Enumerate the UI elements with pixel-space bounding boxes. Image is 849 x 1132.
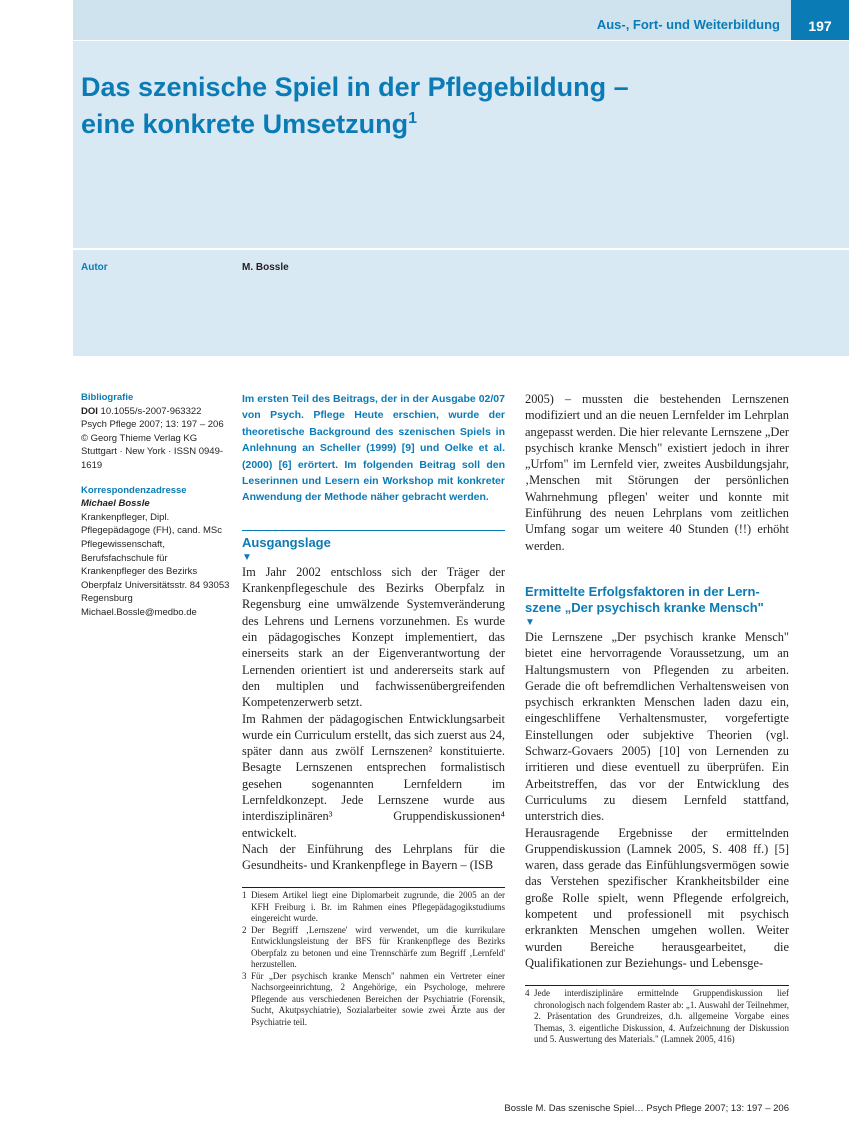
- sidebar: [81, 391, 231, 620]
- footnote-number: 1: [242, 890, 247, 901]
- paragraph: Im Rahmen der pädagogischen Entwicklungsarbeit wurde ein Curriculum erstellt, das sich zuerst aus 24, später dann aus zwölf Lernszenen² konstituierte. Besagte Lernszenen entsprechen formalistisch gesehen sogenannten Lernfeldern im Lernfeldkonzept. Jede Lernszene wurde aus interdisziplinären³ Gruppendiskussionen⁴ entwickelt.: [242, 711, 505, 840]
- column-2: [242, 391, 505, 1028]
- author-name: M. Bossle: [242, 262, 289, 273]
- title-line-2: eine konkrete Umsetzung: [81, 109, 409, 139]
- footnote-text: Jede interdisziplinäre ermittelnde Gruppendiskussion lief chronologisch nach folgendem Raster ab: „1. Auswahl der Teilnehmer, 2. Präsentation des Grundreizes, d.h. allgemeine Vorgabe eines Themas, 3. eigentliche Diskussion, 4. Aufzeichnung der Diskussion und 5. Auswertung des Materials." (Lamnek 2005, 416): [534, 988, 789, 1045]
- paragraph: Herausragende Ergebnisse der ermittelnden Gruppendiskussion (Lamnek 2005, S. 408 ff.) [5] waren, dass gerade das Einfühlungsvermögen sowie das Verstehen spezifischer Krankheitsbilder eine große Rolle spielt, wenn Pflegende erfolgreich, kompetent und professionell mit psychisch erkrankten Menschen umgehen wollen. Weiter wurden Bereiche herausgearbeitet, die Qualifikationen zur Beziehungs- und Lebensge-: [525, 825, 789, 970]
- paragraph: Die Lernszene „Der psychisch kranke Mensch" bietet eine hervorragende Voraussetzung, um an Haltungsmustern von Pflegenden zu arbeiten. Gerade die oft befremdlichen Verhaltensweisen von psychisch erkrankten Menschen laden dazu ein, eingeschliffene Verhaltensmuster, vorgefertigte Einstellungen oder subjektive Theorien (vgl. Schwarz-Govaers 2005) [10] von Lernenden zu irritieren und diese eventuell zu überprüfen. Ein Arbeitstreffen, das vor der Entwicklung des Curriculums zu diesem Lernfeld stattfand, unterstrich dies.: [525, 629, 789, 824]
- footnote-text: Für „Der psychisch kranke Mensch" nahmen ein Vertreter einer Nachsorgeeinrichtung, 2 Angehörige, ein Psychologe, mehrere Pflegende aus verschiedenen Bereichen der Psychiatrie (Forensik, Sucht, Akutpsychiatrie), Sozialarbeiter sowie zwei Ärzte aus der Psychiatrie teil.: [251, 970, 505, 1027]
- footnote: [525, 988, 789, 1046]
- paragraph: 2005) – mussten die bestehenden Lernszenen modifiziert und an die neuen Lernfelder im Lehrplan angepasst werden. Die hier relevante Lernszene „Der psychisch kranke Mensch" existiert jedoch in ihrer „Urfom" im Lernfeld vier, zweites Ausbildungsjahr, ‚Menschen mit Störungen der persönlichen Wahrnehmung pflegen' weiter und konnte mit Einführung des neuen Lehrplans vom zeitlichen Umfang sogar um weitere 40 Stunden (!!) erhöht werden.: [525, 392, 789, 553]
- section-heading-ausgangslage: Ausgangslage: [242, 534, 331, 550]
- footnote-rule: [525, 985, 789, 986]
- footnote-rule: [242, 887, 505, 888]
- article-title: [81, 71, 801, 140]
- footnote-text: Diesem Artikel liegt eine Diplomarbeit zugrunde, die 2005 an der KFH Freiburg i. Br. im Rahmen eines Pflegepädagogikstudiums eingereicht wurde.: [251, 890, 505, 924]
- correspondence-address: Krankenpfleger, Dipl. Pflegepädagoge (FH), cand. MSc Pflegewissenschaft, Berufsfachschule für Krankenpfleger des Bezirks Oberpfalz Universitätsstr. 84 93053 Regensburg Michael.Bossle@medbo.de: [81, 511, 230, 618]
- paragraph: Nach der Einführung des Lehrplans für die Gesundheits- und Krankenpflege in Bayern – (ISB: [242, 841, 505, 873]
- paragraph: Im Jahr 2002 entschloss sich der Träger der Krankenpflegeschule des Bezirks Oberpfalz in Regensburg eine umwälzende Systemveränderung des Lehrens und Lernens vorzunehmen. Es wurde ein pädagogisches Konzept implementiert, das einerseits stark an der Eigenverantwortung der Lernenden orientiert ist und andererseits stark auf den multiplen und fachwissenübergreifenden Kompetenzerwerb setzt.: [242, 564, 505, 710]
- footnote: [242, 890, 505, 925]
- section-label: Aus-, Fort- und Weiterbildung: [596, 17, 780, 32]
- citation: Psych Pflege 2007; 13: 197 – 206 © Georg Thieme Verlag KG Stuttgart · New York · ISSN 0949-1619: [81, 419, 224, 471]
- doi-label: DOI: [81, 405, 98, 417]
- footnote-number: 4: [525, 988, 530, 999]
- footnote: [242, 971, 505, 1029]
- author-band: [73, 250, 849, 356]
- section-heading-erfolgsfaktoren: [525, 584, 789, 616]
- doi-value: 10.1055/s-2007-963322: [100, 405, 202, 417]
- doi-line: [81, 405, 231, 419]
- heading-line-1: Ermittelte Erfolgsfaktoren in der Lern-: [525, 583, 760, 599]
- author-label: Autor: [81, 262, 108, 273]
- footnote: [242, 925, 505, 971]
- correspondence-name: Michael Bossle: [81, 498, 150, 510]
- column-3: [525, 391, 789, 1046]
- bibliography-heading: Bibliografie: [81, 392, 134, 403]
- section-rule: [242, 530, 505, 531]
- correspondence-heading: Korrespondenzadresse: [81, 484, 187, 496]
- page-number: 197: [791, 0, 849, 40]
- title-line-1: Das szenische Spiel in der Pflegebildung –: [81, 72, 629, 102]
- abstract: Im ersten Teil des Beitrags, der in der Ausgabe 02/07 von Psych. Pflege Heute erschien, wurde der theoretische Background des szenischen Spiels in Anlehnung an Scheller (1999) [9] und Oelke et al. (2000) [6] erörtert. Im folgenden Beitrag soll den Leserinnen und Lesern ein Workshop mit konkreter Anwendung der Methode näher gebracht werden.: [242, 393, 505, 504]
- header-bar: [73, 0, 849, 40]
- title-footnote-mark: 1: [408, 110, 417, 127]
- section-marker-icon: ▼: [525, 616, 535, 628]
- footnote-number: 2: [242, 924, 247, 935]
- title-band: [73, 41, 849, 248]
- page-footer: Bossle M. Das szenische Spiel… Psych Pflege 2007; 13: 197 – 206: [504, 1103, 789, 1114]
- section-marker-icon: ▼: [242, 551, 252, 563]
- footnote-number: 3: [242, 970, 247, 981]
- footnote-text: Der Begriff ‚Lernszene' wird verwendet, um die kurrikulare Entwicklungsleistung der BFS für Krankenpflege des Bezirks Oberpfalz zu betonen und eine Trennschärfe zum Begriff ‚Lernfeld' herzustellen.: [251, 924, 505, 970]
- heading-line-2: szene „Der psychisch kranke Mensch": [525, 599, 764, 615]
